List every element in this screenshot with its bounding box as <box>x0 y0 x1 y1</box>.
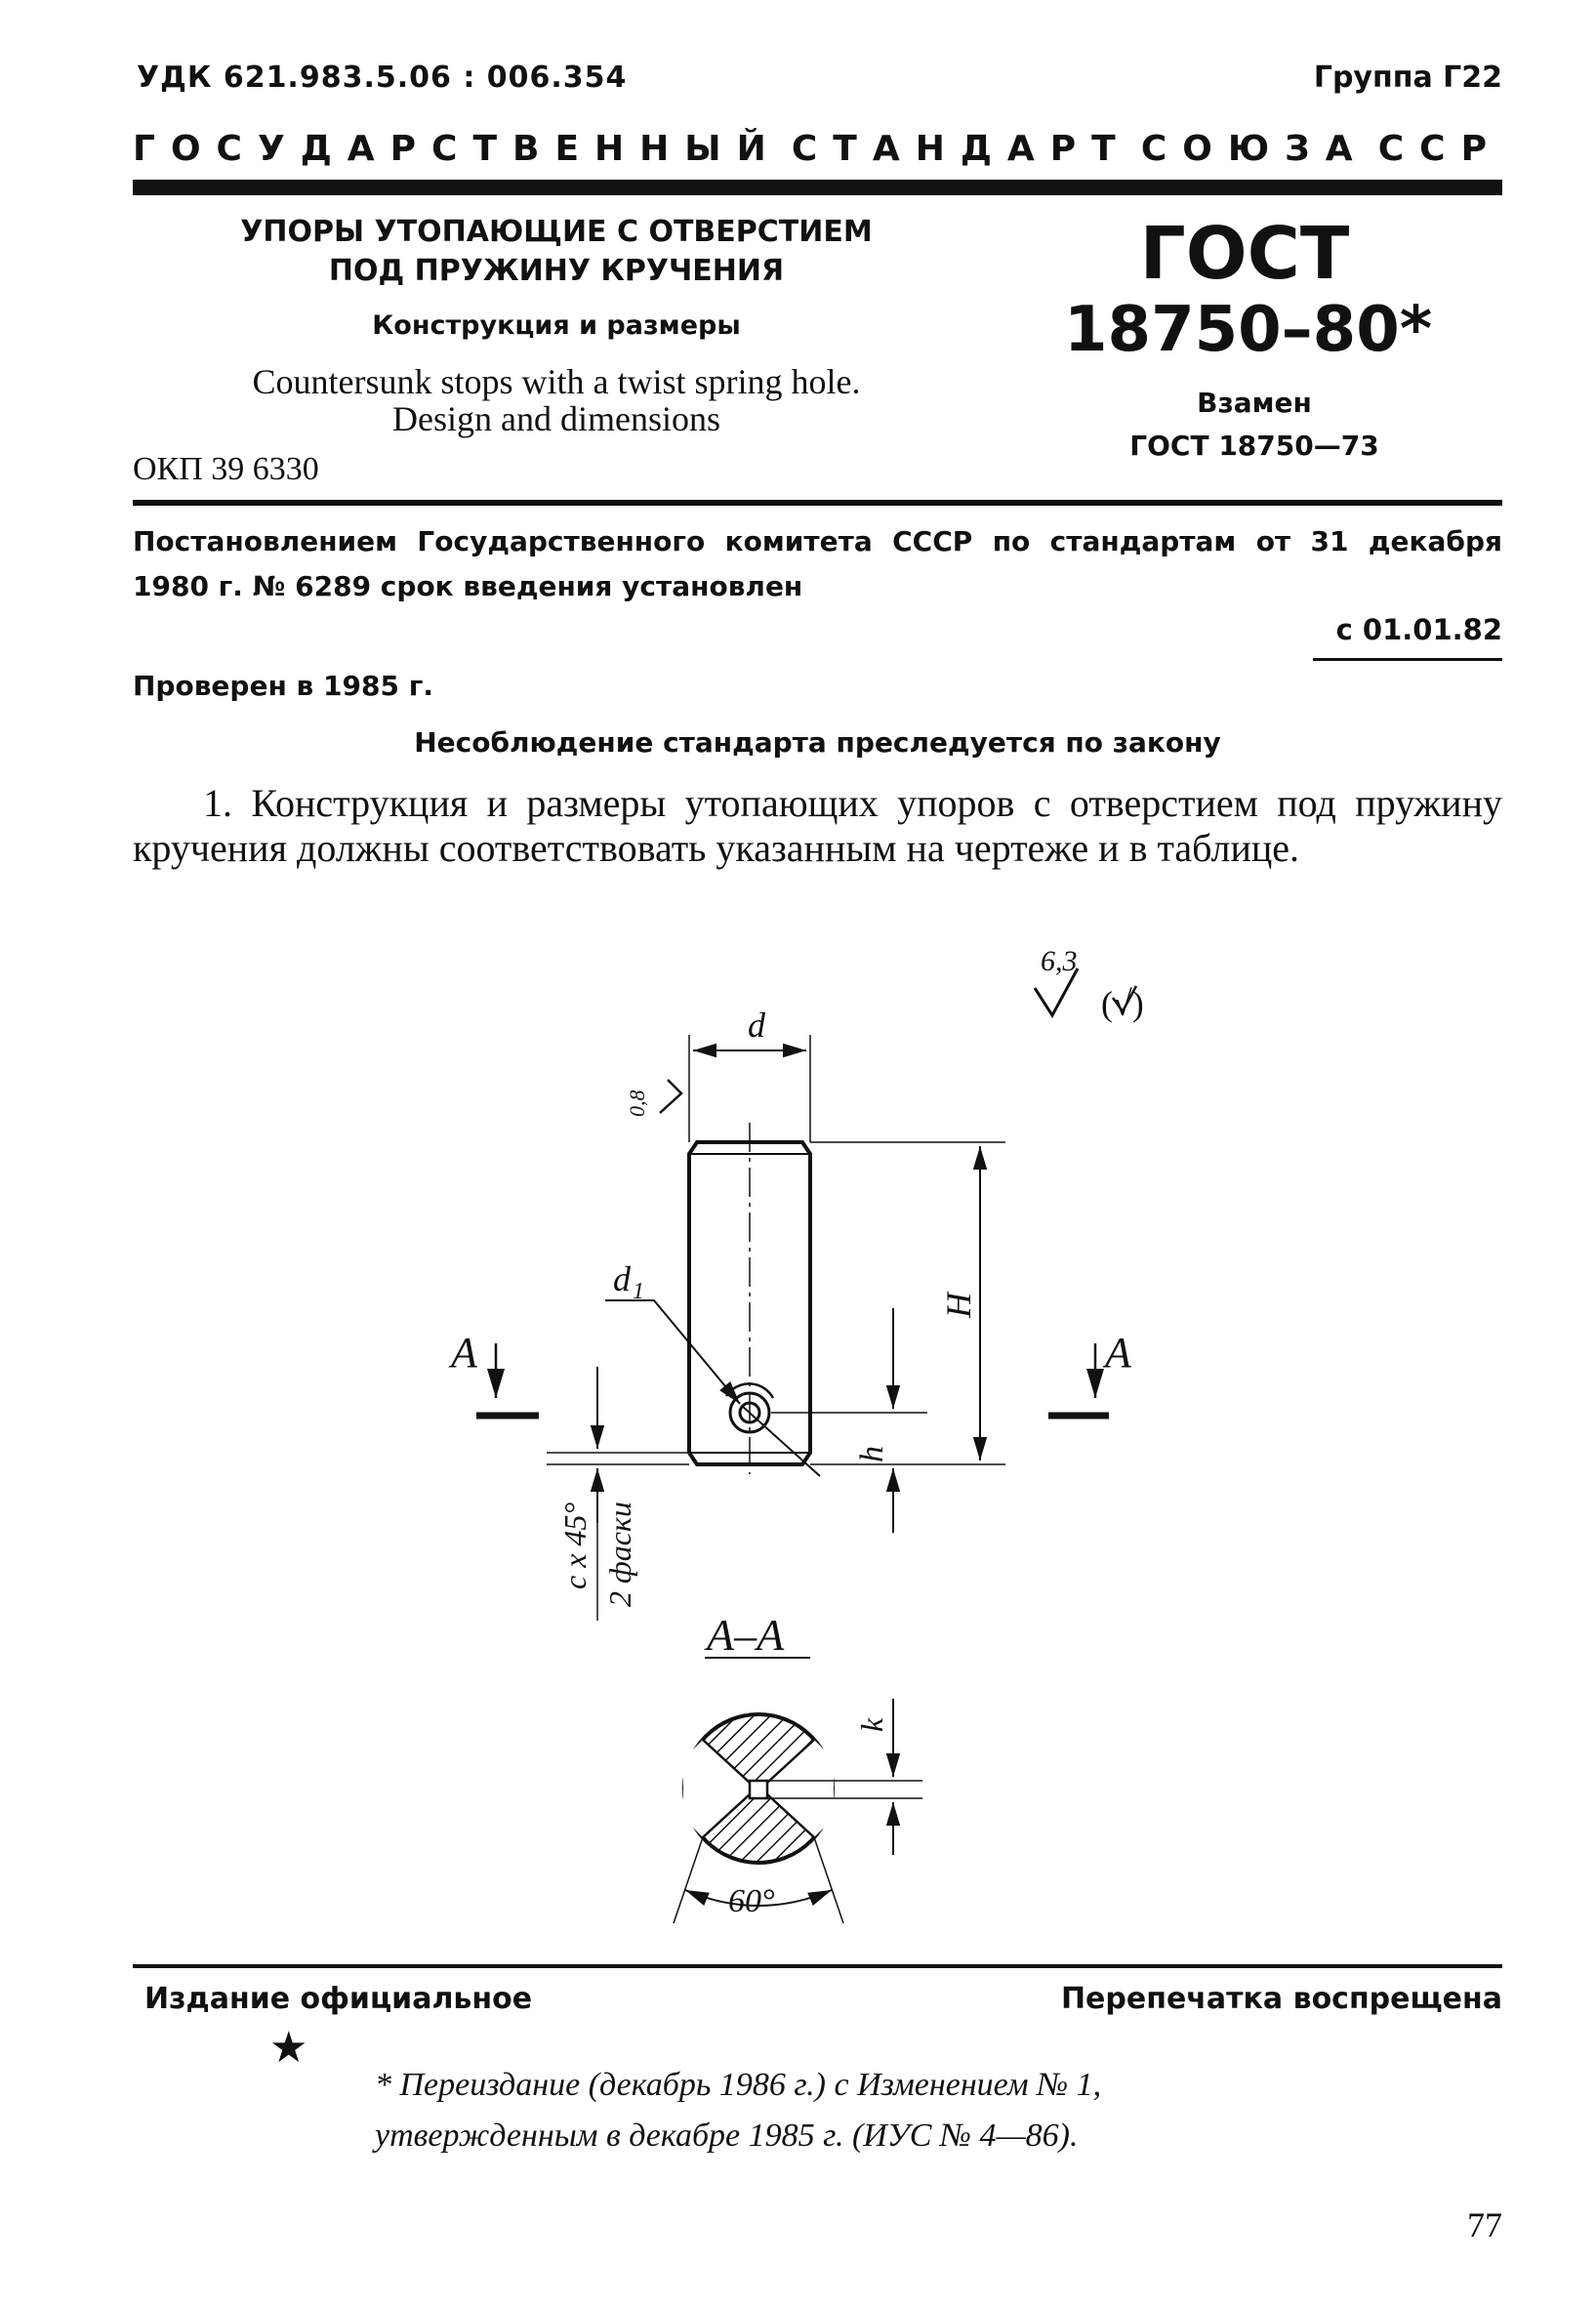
paragraph-1: 1. Конструкция и размеры утопающих упоров с отверстием под пружину кручения должны соответствовать указанным на чертеже и в таблице. <box>133 781 1502 870</box>
replaces-label: Взамен <box>1197 387 1312 419</box>
chamfer-roughness-symbol <box>660 1080 681 1113</box>
footnote <box>375 2060 1253 2161</box>
banner-word-1: ГОСУДАРСТВЕННЫЙ <box>133 129 782 169</box>
official-edition: Издание официальное <box>144 1982 533 2016</box>
footnote-line1: * Переиздание (декабрь 1986 г.) с Изменением № 1, <box>375 2067 1102 2103</box>
angle-ext-left <box>674 1837 703 1923</box>
chamfer-note-line2: 2 фаски <box>602 1502 637 1607</box>
title-ru-line1: УПОРЫ УТОПАЮЩИЕ С ОТВЕРСТИЕМ <box>240 215 873 249</box>
angle-ext-right <box>814 1837 843 1923</box>
banner-word-3: СОЮЗА <box>1140 129 1369 169</box>
law-notice: Несоблюдение стандарта преследуется по закону <box>414 726 1221 759</box>
chamfer-roughness-value: 0,8 <box>625 1090 649 1117</box>
subtitle-russian: Конструкция и размеры <box>372 310 741 341</box>
footnote-line2: утвержденным в декабре 1985 г. (ИУС № 4—86). <box>375 2118 1079 2154</box>
effective-date: с 01.01.82 <box>1335 613 1502 646</box>
page-number: 77 <box>1467 2205 1502 2244</box>
banner-word-4: ССР <box>1377 129 1502 169</box>
bottom-rule <box>133 1964 1502 1968</box>
group-code: Группа Г22 <box>1313 61 1502 95</box>
chamfer-note-line1: c x 45° <box>557 1502 593 1589</box>
decree-text: Постановлением Государственного комитета СССР по стандартам от 31 декабря 1980 г. № 6289 срок введения установлен <box>133 525 1502 602</box>
dim-k-label: k <box>854 1717 889 1732</box>
section-square <box>750 1781 767 1798</box>
angle-label: 60° <box>728 1883 775 1919</box>
gost-number: 18750–80* <box>1064 294 1433 366</box>
section-label: A–A <box>707 1610 785 1660</box>
udc-code: УДК 621.983.5.06 : 006.354 <box>137 61 628 95</box>
section-mark-left: A <box>451 1329 477 1377</box>
roughness-value: 6,3 <box>1041 945 1078 977</box>
dim-d1-leader <box>605 1300 740 1404</box>
roughness-general: (√) <box>1101 984 1144 1023</box>
checked-note: Проверен в 1985 г. <box>133 670 433 702</box>
star-icon: ★ <box>269 2023 308 2073</box>
banner-word-2: СТАНДАРТ <box>791 129 1131 169</box>
dim-d1-label: d <box>613 1259 631 1298</box>
title-ru-line2: ПОД ПРУЖИНУ КРУЧЕНИЯ <box>328 254 785 288</box>
dim-d-label: d <box>748 1006 765 1045</box>
gost-label: ГОСТ <box>1139 212 1350 296</box>
section-mark-right: A <box>1105 1329 1131 1377</box>
dim-d1-subscript: 1 <box>633 1279 644 1304</box>
replaces-value: ГОСТ 18750—73 <box>1129 430 1379 462</box>
title-en-line2: Design and dimensions <box>392 399 720 438</box>
reprint-prohibited: Перепечатка воспрещена <box>1060 1982 1502 2016</box>
dim-H-label: H <box>939 1293 978 1318</box>
okp-code: ОКП 39 6330 <box>133 451 319 487</box>
title-en-line1: Countersunk stops with a twist spring hole. <box>252 362 861 401</box>
dim-h-label: h <box>854 1446 890 1462</box>
